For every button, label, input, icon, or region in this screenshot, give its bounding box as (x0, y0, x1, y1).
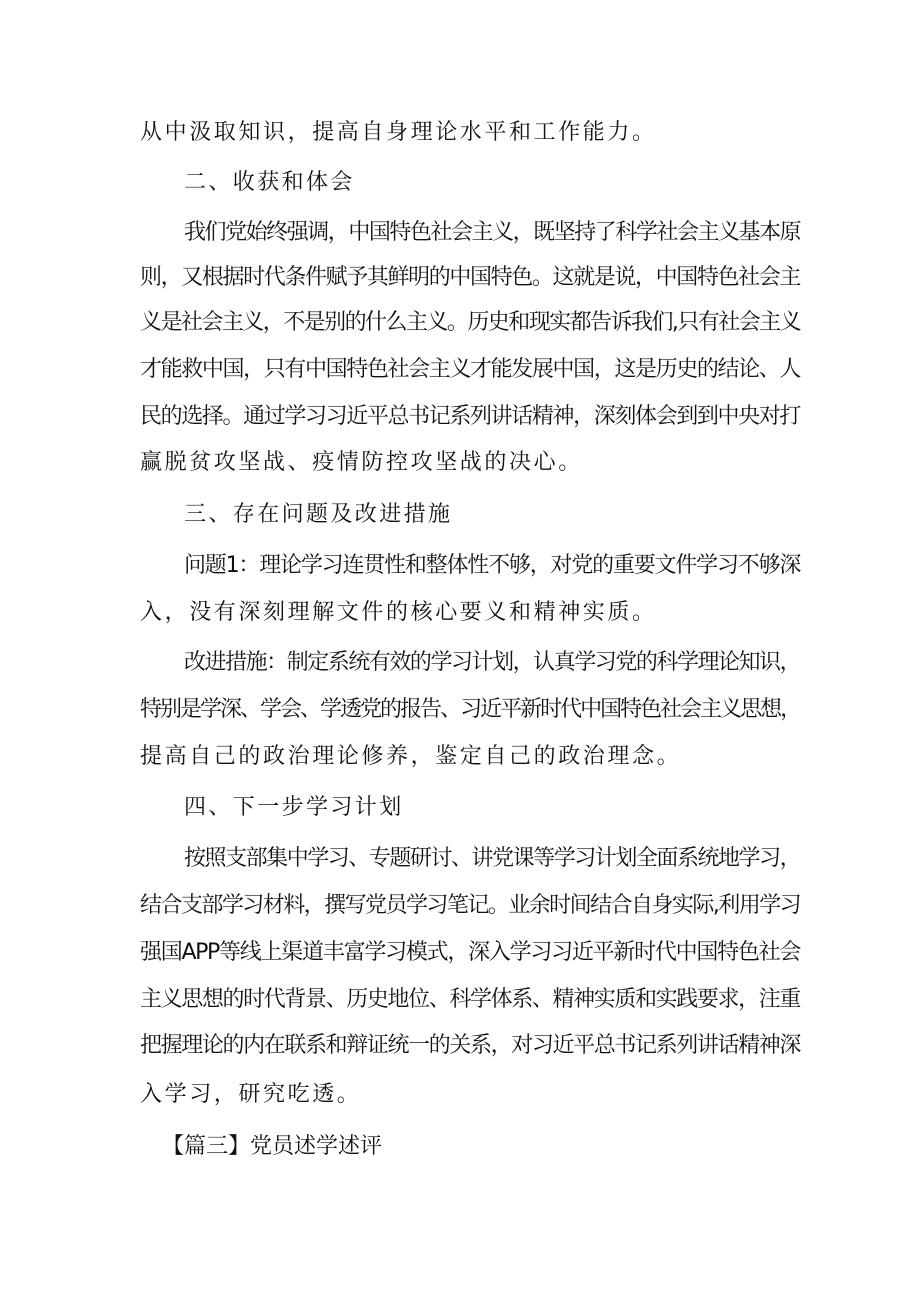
paragraph-line: 入，没有深刻理解文件的核心要义和精神实质。 (140, 600, 657, 625)
paragraph-line: 特别是学深、学会、学透党的报告、习近平新时代中国特色社会主义思想， (140, 697, 800, 722)
chapter-title: 【篇三】党员述学述评 (162, 1134, 383, 1159)
paragraph-line: 改进措施：制定系统有效的学习计划，认真学习党的科学理论知识， (184, 650, 800, 675)
paragraph-line: 把握理论的内在联系和辩证统一的关系，对习近平总书记系列讲话精神深 (140, 1033, 800, 1058)
paragraph-line: 按照支部集中学习、专题研讨、讲党课等学习计划全面系统地学习， (184, 846, 800, 871)
section-heading-3: 三、存在问题及改进措施 (184, 502, 453, 527)
paragraph-line: 问题1：理论学习连贯性和整体性不够，对党的重要文件学习不够深 (184, 553, 800, 578)
paragraph-line: 义是社会主义，不是别的什么主义。历史和现实都告诉我们,只有社会主义 (140, 310, 800, 335)
paragraph-line: 我们党始终强调，中国特色社会主义，既坚持了科学社会主义基本原 (184, 220, 800, 245)
section-heading-4: 四、下一步学习计划 (184, 795, 404, 820)
paragraph-line: 则，又根据时代条件赋予其鲜明的中国特色。这就是说，中国特色社会主 (140, 265, 800, 290)
paragraph-line: 才能救中国，只有中国特色社会主义才能发展中国，这是历史的结论、人 (140, 357, 800, 382)
paragraph-line: 赢脱贫攻坚战、疫情防控攻坚战的决心。 (140, 450, 583, 475)
paragraph-line: 主义思想的时代背景、历史地位、科学体系、精神实质和实践要求，注重 (140, 987, 800, 1012)
paragraph-line: 强国APP等线上渠道丰富学习模式，深入学习习近平新时代中国特色社会 (140, 940, 800, 965)
paragraph-line: 从中汲取知识，提高自身理论水平和工作能力。 (140, 120, 657, 145)
paragraph-line: 民的选择。通过学习习近平总书记系列讲话精神，深刻体会到到中央对打 (140, 404, 800, 429)
paragraph-line: 结合支部学习材料，撰写党员学习笔记。业余时间结合自身实际,利用学习 (140, 893, 800, 918)
section-heading-2: 二、收获和体会 (184, 170, 355, 195)
paragraph-line: 提高自己的政治理论修养，鉴定自己的政治理念。 (140, 744, 682, 769)
paragraph-line: 入学习，研究吃透。 (140, 1082, 362, 1107)
